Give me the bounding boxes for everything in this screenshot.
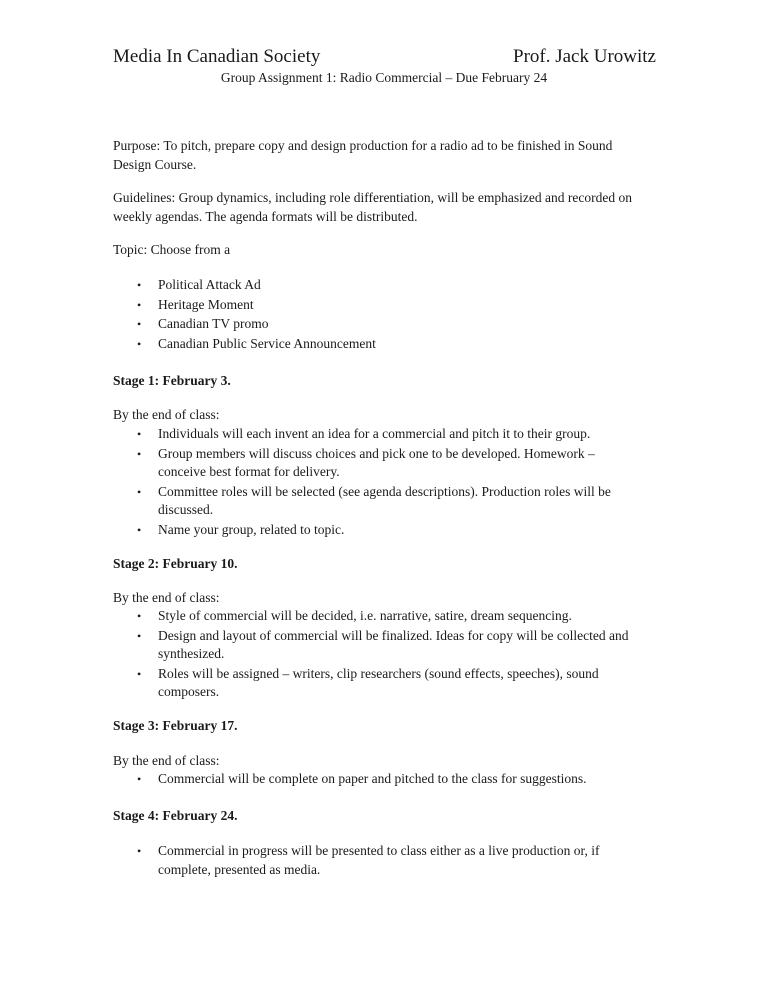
list-item: • Commercial will be complete on paper and pitched to the class for suggestions. [113, 770, 643, 789]
stage-1-intro: By the end of class: [113, 407, 220, 422]
guidelines-paragraph: Guidelines: Group dynamics, including role differentiation, will be emphasized and recorded on weekly agendas. The agenda formats will be distributed. [113, 190, 632, 224]
list-item: • Heritage Moment [113, 296, 643, 315]
topic-intro: Topic: Choose from a [113, 242, 231, 257]
purpose-paragraph: Purpose: To pitch, prepare copy and design production for a radio ad to be finished in Sound Design Course. [113, 138, 613, 172]
list-item: • Group members will discuss choices and pick one to be developed. Homework – conceive best format for delivery. [137, 445, 595, 479]
bullet-icon: • [137, 844, 142, 858]
bullet-icon: • [137, 628, 142, 643]
stage-4-heading: Stage 4: February 24. [113, 808, 238, 823]
bullet-icon: • [137, 317, 142, 331]
list-item: • Roles will be assigned – writers, clip researchers (sound effects, speeches), sound composers. [137, 665, 599, 699]
bullet-icon: • [137, 772, 142, 786]
list-item: • Committee roles will be selected (see agenda descriptions). Production roles will be discussed. [137, 483, 611, 517]
instructor-name: Prof. Jack Urowitz [513, 46, 656, 67]
list-item: • Name your group, related to topic. [113, 521, 643, 540]
bullet-icon: • [137, 297, 142, 312]
list-item: • Individuals will each invent an idea for a commercial and pitch it to their group. [113, 425, 643, 444]
bullet-icon: • [137, 446, 142, 461]
assignment-subtitle: Group Assignment 1: Radio Commercial – Due February 24 [220, 70, 548, 85]
bullet-icon: • [137, 336, 142, 351]
stage-2-heading: Stage 2: February 10. [113, 556, 238, 571]
bullet-icon: • [137, 278, 142, 292]
stage-3-intro: By the end of class: [113, 753, 220, 768]
stage-3-heading: Stage 3: February 17. [113, 718, 238, 733]
stage-2-list [113, 607, 643, 703]
document-header [113, 46, 656, 68]
topic-list [113, 276, 643, 354]
bullet-icon: • [137, 484, 142, 499]
course-title: Media In Canadian Society [113, 46, 321, 67]
stage-1-list [113, 425, 643, 540]
list-item: • Canadian TV promo [113, 315, 643, 334]
stage-3-list [113, 770, 643, 790]
stage-4-list [113, 842, 643, 880]
bullet-icon: • [137, 427, 142, 441]
bullet-icon: • [137, 609, 142, 623]
bullet-icon: • [137, 522, 142, 537]
list-item: • Political Attack Ad [113, 276, 643, 295]
list-item: • Design and layout of commercial will be finalized. Ideas for copy will be collected and synthesized. [137, 627, 629, 661]
bullet-icon: • [137, 666, 142, 681]
list-item: • Canadian Public Service Announcement [113, 335, 643, 354]
list-item: • Style of commercial will be decided, i.e. narrative, satire, dream sequencing. [113, 607, 643, 626]
list-item: • Commercial in progress will be presented to class either as a live production or, if complete, presented as media. [137, 843, 600, 877]
stage-1-heading: Stage 1: February 3. [113, 373, 231, 388]
stage-2-intro: By the end of class: [113, 590, 220, 605]
